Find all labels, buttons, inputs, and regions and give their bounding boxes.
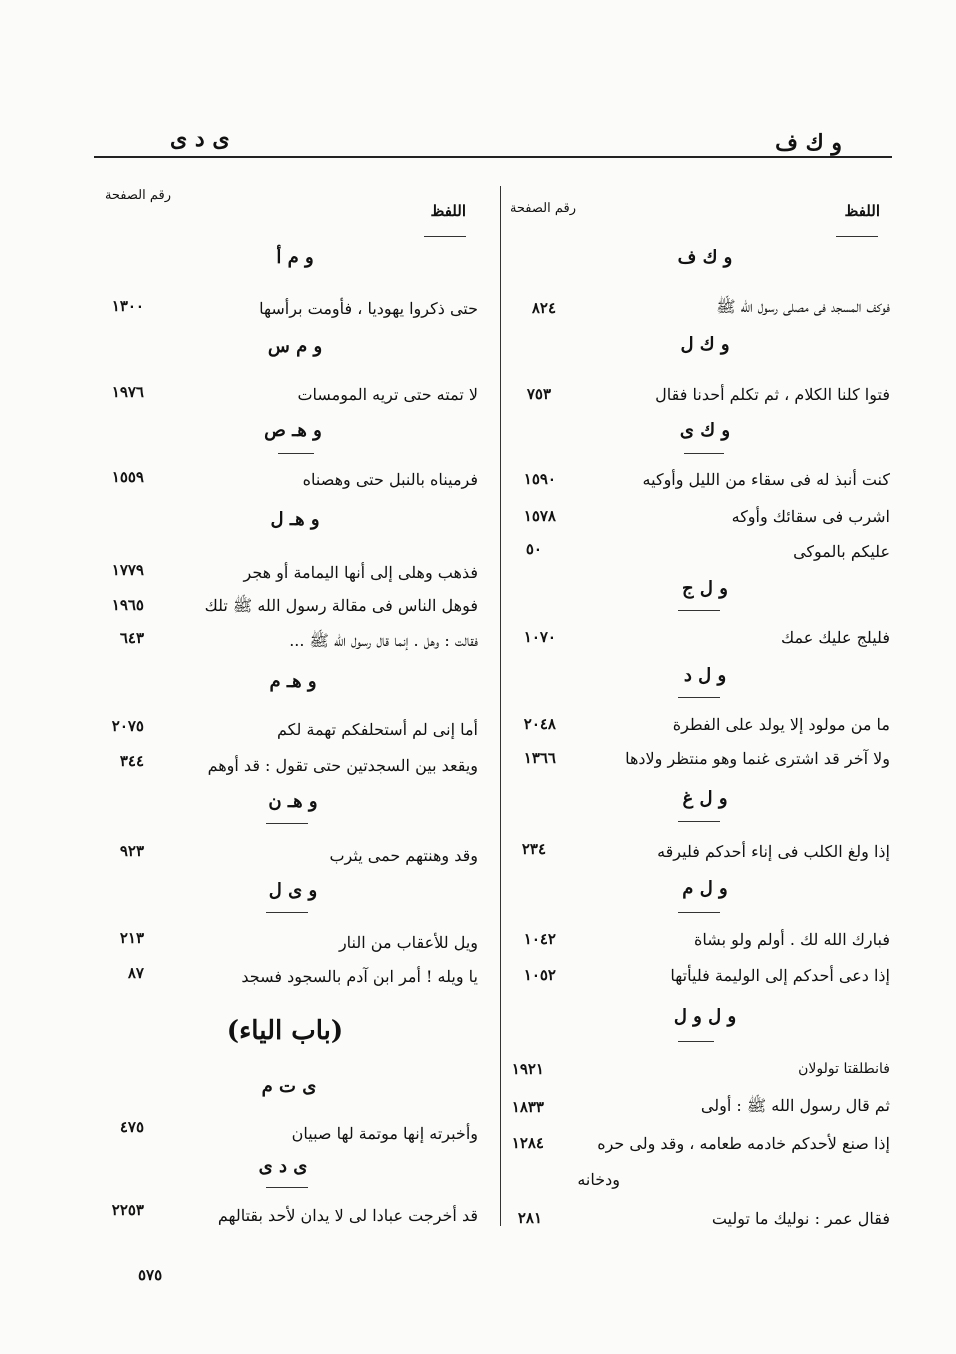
page-number: ٢٣٤ bbox=[521, 840, 546, 858]
entry-text: قد أخرجت عبادا لى لا يدان لأحد بقتالهم bbox=[217, 1205, 478, 1225]
page-number: ١٩٢١ bbox=[511, 1060, 544, 1078]
word-label-right: اللفظ bbox=[844, 202, 880, 220]
page-number: ٤٧٥ bbox=[119, 1118, 144, 1136]
entry-text: إذا ولغ الكلب فى إناء أحدكم فليرقه bbox=[657, 841, 890, 861]
page-number: ١٣٦٦ bbox=[523, 749, 556, 767]
page-number: ٣٤٤ bbox=[119, 752, 144, 770]
entry-text: لا تمته حتى تريه المومسات bbox=[297, 384, 478, 404]
entry-text: ما من مولود إلا يولد على الفطرة bbox=[672, 714, 890, 734]
root-rule bbox=[678, 821, 720, 822]
root-heading: و ك ى bbox=[679, 419, 731, 441]
root-heading: ى ت م bbox=[261, 1075, 317, 1097]
entry-text: ويقعد بين السجدتين حتى تقول : قد أوهم bbox=[207, 755, 478, 775]
page-number: ١٧٧٩ bbox=[111, 561, 144, 579]
page-number: ١٠٤٢ bbox=[523, 930, 556, 948]
page-label-left: رقم الصفحة bbox=[104, 188, 171, 203]
page-number: ٥٠ bbox=[525, 540, 542, 558]
entry-text: عليكم بالموكى bbox=[793, 541, 890, 561]
root-rule bbox=[678, 1041, 714, 1042]
root-rule bbox=[266, 823, 308, 824]
root-heading: و هـ ن bbox=[268, 790, 318, 812]
section-title: (باب الياء) bbox=[226, 1016, 344, 1046]
root-rule bbox=[266, 912, 308, 913]
word-label-rule-right bbox=[836, 236, 878, 237]
root-heading: و ل م bbox=[682, 877, 728, 899]
page-number: ٢٠٤٨ bbox=[523, 715, 556, 733]
root-heading: و ل غ bbox=[682, 787, 728, 809]
root-rule bbox=[278, 453, 314, 454]
entry-text: حتى ذكروا يهوديا ، فأومت برأسها bbox=[259, 298, 478, 318]
running-head-right: و ك ف bbox=[775, 130, 842, 156]
entry-text: يا ويله ! أمر ابن آدم بالسجود فسجد bbox=[241, 966, 478, 986]
entry-text: فقال عمر : نوليك ما توليت bbox=[711, 1208, 890, 1228]
page-number: ٦٤٣ bbox=[119, 629, 144, 647]
entry-text: كنت أنبذ له فى سقاء من الليل وأوكيه bbox=[642, 469, 890, 489]
page-number: ٢٠٧٥ bbox=[111, 717, 144, 735]
page-number: ١٥٥٩ bbox=[111, 468, 144, 486]
entry-text: إذا صنع لأحدكم خادمه طعامه ، وقد ولى حره bbox=[597, 1133, 890, 1153]
root-heading: و هـ م bbox=[269, 670, 317, 692]
page-number: ٢١٣ bbox=[119, 929, 144, 947]
root-heading: و ل ج bbox=[682, 577, 728, 599]
page-number: ١٠٧٠ bbox=[523, 628, 556, 646]
entry-text: ويل للأعقاب من النار bbox=[338, 932, 478, 952]
entry-text: فليلج عليك عمك bbox=[780, 627, 890, 647]
root-heading: و هـ ل bbox=[270, 508, 320, 530]
page-number: ٢٢٥٣ bbox=[111, 1201, 144, 1219]
page-number: ١٩٦٥ bbox=[111, 596, 144, 614]
root-rule bbox=[266, 1187, 308, 1188]
entry-text: ودخانه bbox=[577, 1169, 620, 1189]
page-number: ١٢٨٤ bbox=[511, 1134, 544, 1152]
page-number: ٨٧ bbox=[127, 964, 144, 982]
entry-text: فوهل الناس فى مقالة رسول الله ﷺ تلك bbox=[204, 595, 478, 615]
entry-text: فوكف المسجد فى مصلى رسول الله ﷺ bbox=[716, 296, 890, 316]
entry-text: فرميناه بالنبل حتى وهصناه bbox=[302, 469, 478, 489]
entry-text: فذهب وهلى إلى أنها اليمامة أو هجر bbox=[243, 562, 478, 582]
root-heading: ى د ى bbox=[258, 1155, 308, 1177]
page-label-right: رقم الصفحة bbox=[509, 201, 576, 216]
root-heading: و ى ل bbox=[268, 879, 318, 901]
root-rule bbox=[678, 697, 720, 698]
root-heading: و ك ف bbox=[677, 246, 733, 268]
page-number: ٢٨١ bbox=[517, 1209, 542, 1227]
page-number: ١٥٩٠ bbox=[523, 470, 556, 488]
entry-text: فتوا كلنا الكلام ، ثم تكلم أحدنا فقال bbox=[655, 384, 890, 404]
entry-text: ولا آخر قد اشترى غنما وهو منتظر ولادها bbox=[625, 748, 890, 768]
root-heading: و م أ bbox=[276, 246, 314, 268]
entry-text: فبارك الله لك . أولم ولو بشاة bbox=[694, 929, 890, 949]
root-rule bbox=[684, 453, 724, 454]
page-number-footer: ٥٧٥ bbox=[138, 1266, 163, 1284]
word-label-left: اللفظ bbox=[430, 202, 466, 220]
entry-text: فقالت : وهل . إنما قال رسول الله ﷺ ... bbox=[289, 630, 478, 650]
page-number: ١٣٠٠ bbox=[111, 297, 144, 315]
page-number: ١٥٧٨ bbox=[523, 507, 556, 525]
entry-text: إذا دعى أحدكم إلى الوليمة فليأتها bbox=[670, 965, 890, 985]
root-heading: و هـ ص bbox=[264, 419, 322, 441]
page-number: ١٩٧٦ bbox=[111, 383, 144, 401]
entry-text: اشرب فى سقائك وأوكه bbox=[731, 506, 890, 526]
root-rule bbox=[678, 912, 720, 913]
page-number: ١٨٣٣ bbox=[511, 1098, 544, 1116]
column-divider bbox=[500, 186, 501, 1226]
header-rule bbox=[94, 156, 892, 158]
entry-text: وقد وهنتهم حمى يثرب bbox=[329, 845, 478, 865]
entry-text: ثم قال رسول الله ﷺ : أولى bbox=[700, 1095, 890, 1115]
entry-text: أما إنى لم أستحلفكم تهمة لكم bbox=[277, 719, 478, 739]
root-heading: و م س bbox=[267, 335, 323, 357]
root-heading: و ك ل bbox=[680, 333, 730, 355]
root-heading: و ل د bbox=[683, 664, 727, 686]
word-label-rule-left bbox=[424, 236, 466, 237]
running-head-left: ى د ى bbox=[170, 126, 230, 152]
page-number: ٨٢٤ bbox=[531, 299, 556, 317]
page-number: ١٠٥٢ bbox=[523, 966, 556, 984]
entry-text: فانطلقتا تولولان bbox=[798, 1061, 890, 1077]
page-number: ٧٥٣ bbox=[526, 385, 551, 403]
root-heading: و ل و ل bbox=[673, 1005, 737, 1027]
page-number: ٩٢٣ bbox=[119, 842, 144, 860]
entry-text: وأخبرته إنها موتمة لها صبيان bbox=[291, 1123, 478, 1143]
root-rule bbox=[678, 610, 720, 611]
